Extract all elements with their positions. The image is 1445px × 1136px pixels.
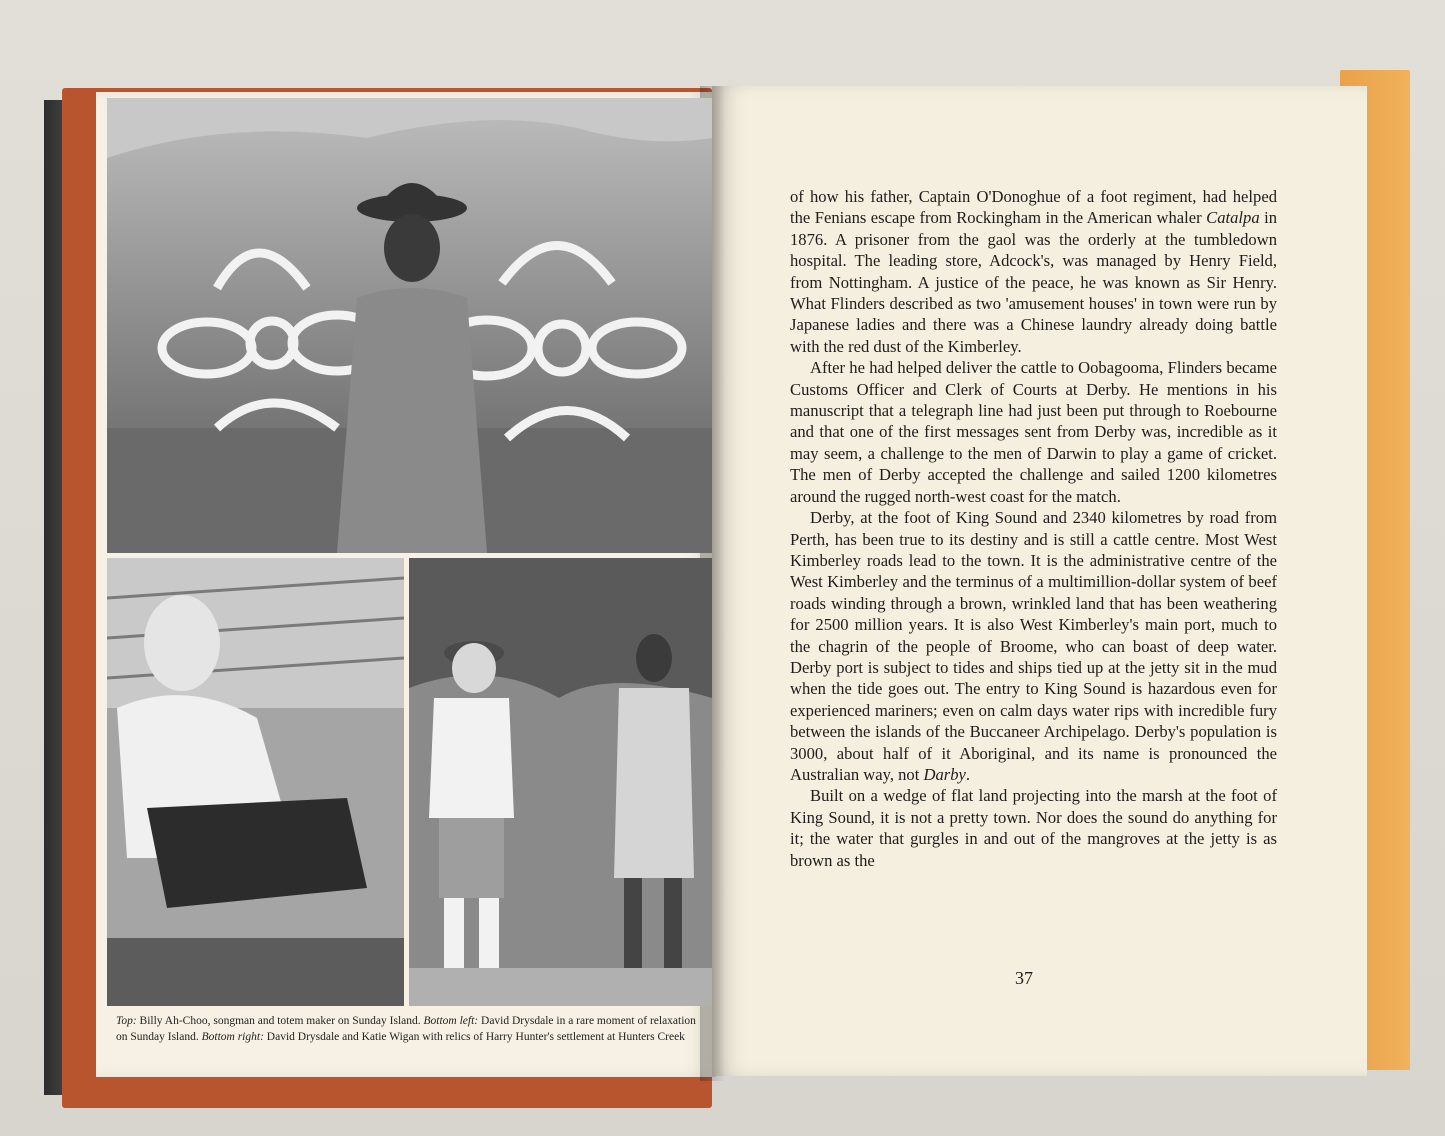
- caption-bottom-right-label: Bottom right:: [201, 1031, 264, 1043]
- paragraph-1-part-b: in 1876. A prisoner from the gaol was the orderly at the tumbledown hospital. The leading store, Adcock's, was managed by Henry Field, from Nottingham. A justice of the peace, he was known as Sir Henry. What Flinders described as two 'amusement houses' in town were run by Japanese ladies and there was a Chinese laundry already doing battle with the red dust of the Kimberley.: [790, 208, 1277, 356]
- page-number: 37: [1015, 968, 1033, 988]
- word-darby: Darby: [923, 764, 966, 784]
- caption-bottom-left-label: Bottom left:: [423, 1015, 479, 1027]
- caption-top-label: Top:: [116, 1015, 137, 1027]
- photo-caption: [116, 1013, 704, 1045]
- paragraph-1-part-a: of how his father, Captain O'Donoghue of a foot regiment, had helped the Fenians escape from Rockingham in the American whaler: [790, 187, 1277, 228]
- photo-david-drysdale: [107, 558, 404, 1006]
- photo-totem-maker: [107, 98, 712, 553]
- paragraph-2: After he had helped deliver the cattle to Oobagooma, Flinders became Customs Officer and Clerk of Courts at Derby. He mentions in his manuscript that a telegraph line had just been put through to Roebourne and that one of the first messages sent from Derby was, incredible as it may seem, a challenge to the men of Darwin to play a game of cricket. The men of Derby accepted the challenge and sailed 1200 kilometres around the rugged north-west coast for the match.: [790, 358, 1277, 506]
- body-text: [790, 186, 1277, 871]
- paragraph-3: [790, 507, 1277, 785]
- photo-drysdale-and-wigan-image: [409, 558, 712, 1006]
- caption-bottom-right-text: David Drysdale and Katie Wigan with relics of Harry Hunter's settlement at Hunters Creek: [263, 1031, 685, 1043]
- caption-top-text: Billy Ah-Choo, songman and totem maker on Sunday Island.: [136, 1015, 424, 1027]
- photo-drysdale-and-wigan: [409, 558, 712, 1006]
- photo-david-drysdale-image: [107, 558, 404, 1006]
- caption-bottom-left-text: David Drysdale in a rare moment of relaxation on Sunday Island.: [116, 1015, 696, 1043]
- paragraph-3-part-b: .: [965, 764, 971, 784]
- ship-name-catalpa: Catalpa: [1206, 208, 1260, 228]
- paragraph-4: Built on a wedge of flat land projecting into the marsh at the foot of King Sound, it is not a pretty town. Nor does the sound do anything for it; the water that gurgles in and out of the mangroves at the jetty is as brown as the: [790, 786, 1277, 870]
- photo-totem-maker-image: [107, 98, 712, 553]
- paragraph-3-part-a: Derby, at the foot of King Sound and 2340 kilometres by road from Perth, has been true to its destiny and is still a cattle centre. Most West Kimberley roads lead to the town. It is the administrative centre of the West Kimberley and the terminus of a multimillion-dollar system of beef roads winding through a brown, wrinkled land that has been weathering for 2500 million years. It is also West Kimberley's main port, much to the chagrin of the people of Broome, who can boast of deep water. Derby port is subject to tides and ships tied up at the jetty sit in the mud when the tide goes out. The entry to King Sound is hazardous even for experienced mariners; even on calm days water rips with incredible fury between the islands of the Buccaneer Archipelago. Derby's population is 3000, about half of it Aboriginal, and its name is pronounced the Australian way, not: [790, 508, 1277, 784]
- paragraph-1: [790, 186, 1277, 357]
